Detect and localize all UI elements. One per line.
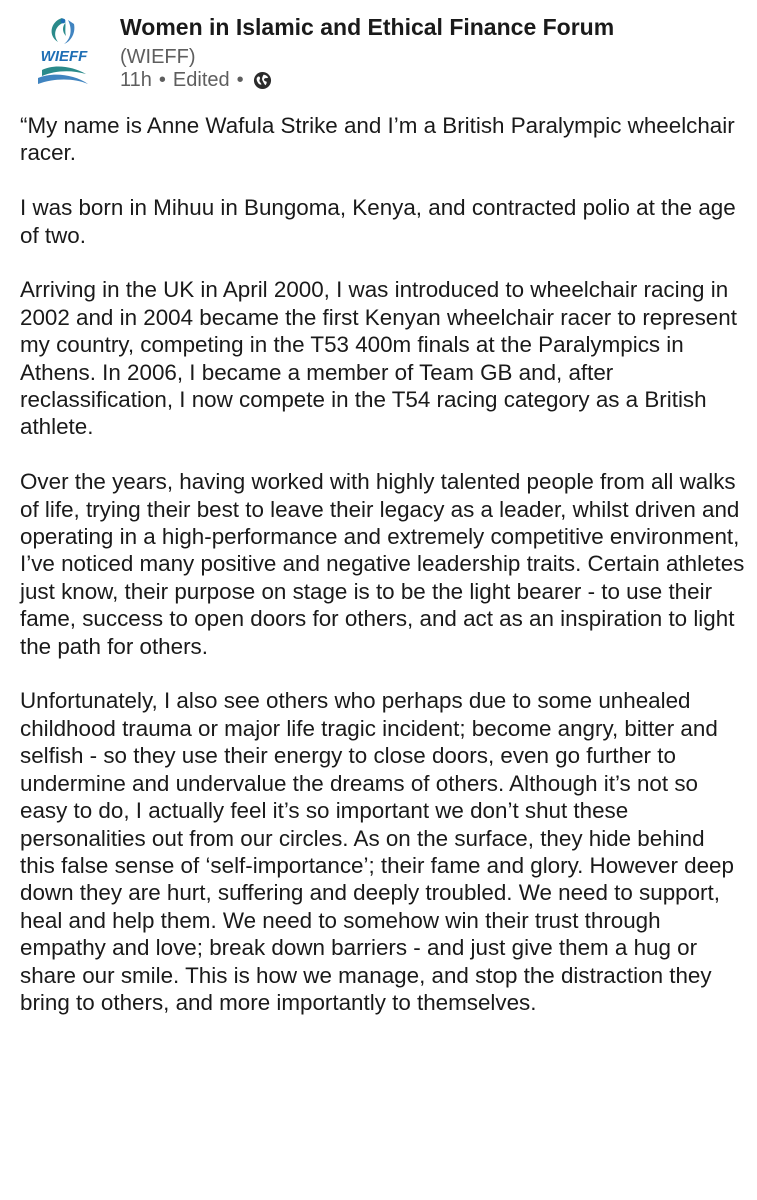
author-name[interactable]: Women in Islamic and Ethical Finance Forum: [120, 14, 615, 40]
post-header: [20, 8, 740, 104]
separator-dot: •: [236, 69, 244, 91]
post-paragraph: Unfortunately, I also see others who perhaps due to some unhealed childhood trauma or major life tragic incident; become angry, bitter and selfish - so they use their energy to close doors, even go further to undermine and undervalue the dreams of others. Although it’s not so easy to do, I actually feel it’s so important we don’t shut these personalities out from our circles. As on the surface, they hide behind this false sense of ‘self-importance’; their fame and glory. However deep down they are hurt, suffering and deeply troubled. We need to support, heal and help them. We need to somehow win their trust through empathy and love; break down barriers - and just give them a hug or share our smile. This is how we manage, and stop the distraction they bring to others, and more importantly to themselves.: [20, 688, 734, 1015]
globe-icon: [253, 71, 272, 90]
author-subtitle: (WIEFF): [120, 46, 196, 68]
edited-label: Edited: [172, 69, 230, 91]
separator-dot: •: [158, 69, 166, 91]
svg-text:WIEFF: WIEFF: [40, 48, 88, 65]
post-body: [20, 112, 745, 1016]
post-meta: [120, 68, 272, 92]
post-paragraph: I was born in Mihuu in Bungoma, Kenya, and contracted polio at the age of two.: [20, 195, 736, 248]
post-paragraph: “My name is Anne Wafula Strike and I’m a British Paralympic wheelchair racer.: [20, 113, 735, 166]
post-time: 11h: [120, 69, 152, 91]
post-paragraph: Over the years, having worked with highly talented people from all walks of life, trying their best to leave their legacy as a leader, whilst driven and operating in a high-performance and extremely competitive environment, I’ve noticed many positive and negative leadership traits. Certain athletes just know, their purpose on stage is to be the light bearer - to use their fame, success to open doors for others, and act as an inspiration to light the path for others.: [20, 469, 745, 659]
post-paragraph: Arriving in the UK in April 2000, I was introduced to wheelchair racing in 2002 and in 2004 became the first Kenyan wheelchair racer to represent my country, competing in the T53 400m finals at the Paralympics in Athens. In 2006, I became a member of Team GB and, after reclassification, I now compete in the T54 racing category as a British athlete.: [20, 277, 737, 440]
wieff-logo[interactable]: [28, 12, 100, 92]
